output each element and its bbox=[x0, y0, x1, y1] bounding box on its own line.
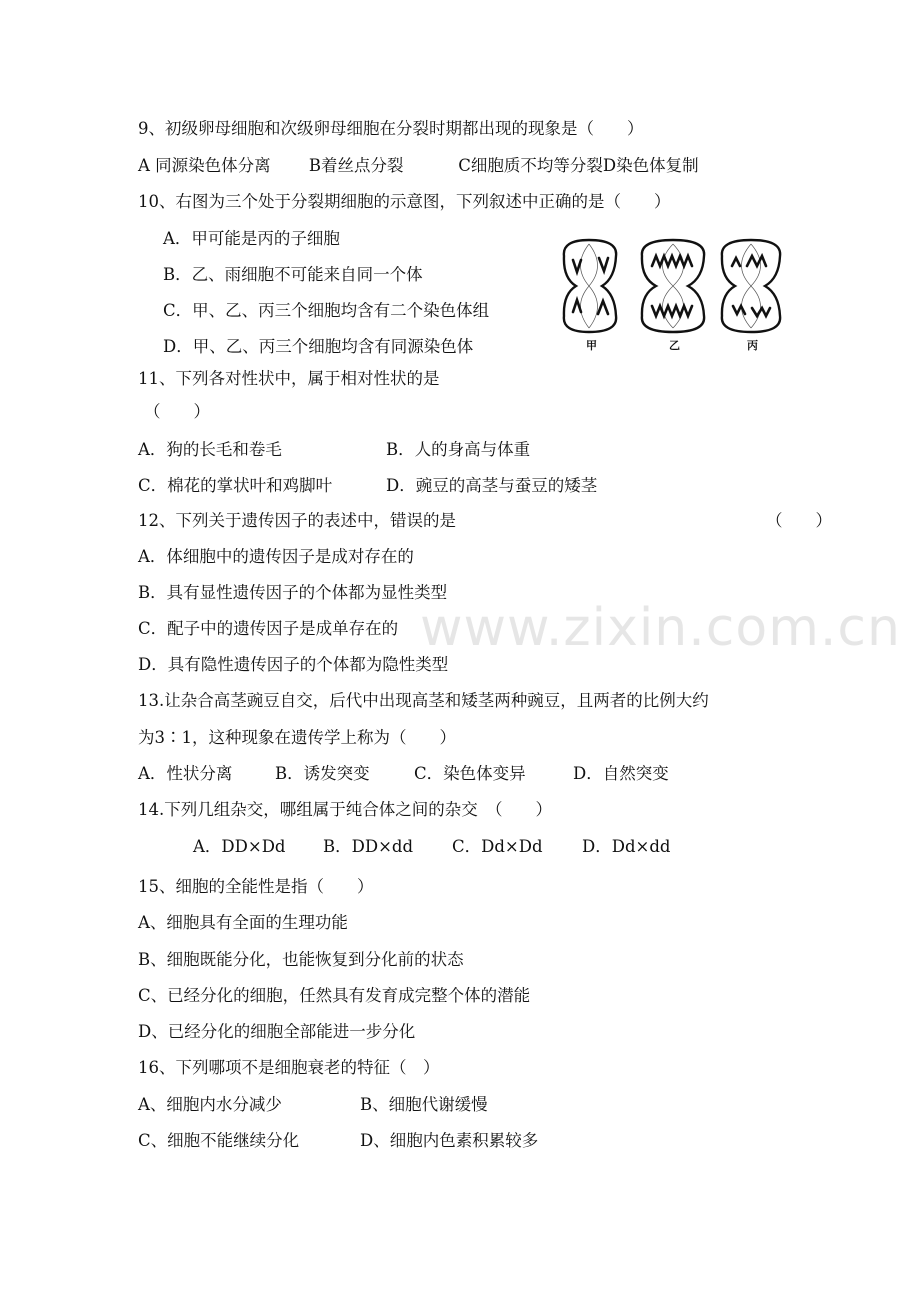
figure-label-jia: 甲 bbox=[586, 339, 597, 352]
q11-stem: 11、下列各对性状中，属于相对性状的是 bbox=[138, 369, 440, 388]
q11-answer-paren: （ ） bbox=[144, 402, 210, 421]
q16-stem: 16、下列哪项不是细胞衰老的特征（ ） bbox=[138, 1058, 440, 1077]
q14-option-c: C．Dd×Dd bbox=[452, 837, 543, 856]
watermark: www.zixin.com.cn bbox=[420, 598, 901, 658]
q14-stem: 14.下列几组杂交，哪组属于纯合体之间的杂交 （ ） bbox=[138, 800, 552, 819]
q15-option-d: D、已经分化的细胞全部能进一步分化 bbox=[138, 1022, 416, 1041]
q10-option-c: C．甲、乙、丙三个细胞均含有二个染色体组 bbox=[163, 301, 490, 320]
q10-option-d: D．甲、乙、丙三个细胞均含有同源染色体 bbox=[163, 337, 474, 356]
cell-division-figure bbox=[552, 236, 802, 358]
q16-option-c: C、细胞不能继续分化 bbox=[138, 1131, 300, 1150]
q15-option-a: A、细胞具有全面的生理功能 bbox=[138, 913, 348, 932]
q13-stem-line1: 13.让杂合高茎豌豆自交，后代中出现高茎和矮茎两种豌豆，且两者的比例大约 bbox=[138, 691, 709, 710]
q11-option-a: A．狗的长毛和卷毛 bbox=[138, 440, 282, 459]
q12-option-b: B．具有显性遗传因子的个体都为显性类型 bbox=[138, 583, 448, 602]
q12-option-a: A．体细胞中的遗传因子是成对存在的 bbox=[138, 547, 414, 566]
q16-option-a: A、细胞内水分减少 bbox=[138, 1095, 282, 1114]
q14-option-d: D．Dd×dd bbox=[582, 837, 671, 856]
q15-option-b: B、细胞既能分化，也能恢复到分化前的状态 bbox=[138, 950, 464, 969]
q10-option-a: A．甲可能是丙的子细胞 bbox=[163, 229, 340, 248]
q11-option-c: C．棉花的掌状叶和鸡脚叶 bbox=[138, 476, 333, 495]
q9-options: A 同源染色体分离 B着丝点分裂 C细胞质不均等分裂D染色体复制 bbox=[138, 156, 699, 175]
q9-stem: 9、初级卵母细胞和次级卵母细胞在分裂时期都出现的现象是（ ） bbox=[138, 119, 644, 138]
q15-option-c: C、已经分化的细胞，任然具有发育成完整个体的潜能 bbox=[138, 986, 531, 1005]
q16-option-b: B、细胞代谢缓慢 bbox=[360, 1095, 488, 1114]
q13-stem-line2: 为3∶1，这种现象在遗传学上称为（ ） bbox=[138, 728, 456, 747]
q12-option-c: C．配子中的遗传因子是成单存在的 bbox=[138, 619, 399, 638]
q10-stem: 10、右图为三个处于分裂期细胞的示意图，下列叙述中正确的是（ ） bbox=[138, 192, 671, 211]
q12-answer-paren: （ ） bbox=[766, 511, 832, 530]
q10-option-b: B．乙、雨细胞不可能来自同一个体 bbox=[163, 265, 423, 284]
q14-option-a: A．DD×Dd bbox=[193, 837, 286, 856]
q13-option-c: C．染色体变异 bbox=[414, 764, 526, 783]
q13-option-a: A．性状分离 bbox=[138, 764, 233, 783]
q15-stem: 15、细胞的全能性是指（ ） bbox=[138, 877, 374, 896]
figure-label-bing: 丙 bbox=[747, 339, 758, 352]
figure-label-yi: 乙 bbox=[669, 339, 680, 352]
q11-option-d: D．豌豆的高茎与蚕豆的矮茎 bbox=[386, 476, 598, 495]
q16-option-d: D、细胞内色素积累较多 bbox=[360, 1131, 539, 1150]
q12-stem: 12、下列关于遗传因子的表述中，错误的是 bbox=[138, 511, 456, 530]
q11-option-b: B．人的身高与体重 bbox=[386, 440, 531, 459]
q13-option-d: D．自然突变 bbox=[573, 764, 669, 783]
q13-option-b: B．诱发突变 bbox=[275, 764, 370, 783]
q12-option-d: D．具有隐性遗传因子的个体都为隐性类型 bbox=[138, 655, 449, 674]
q14-option-b: B．DD×dd bbox=[323, 837, 414, 856]
